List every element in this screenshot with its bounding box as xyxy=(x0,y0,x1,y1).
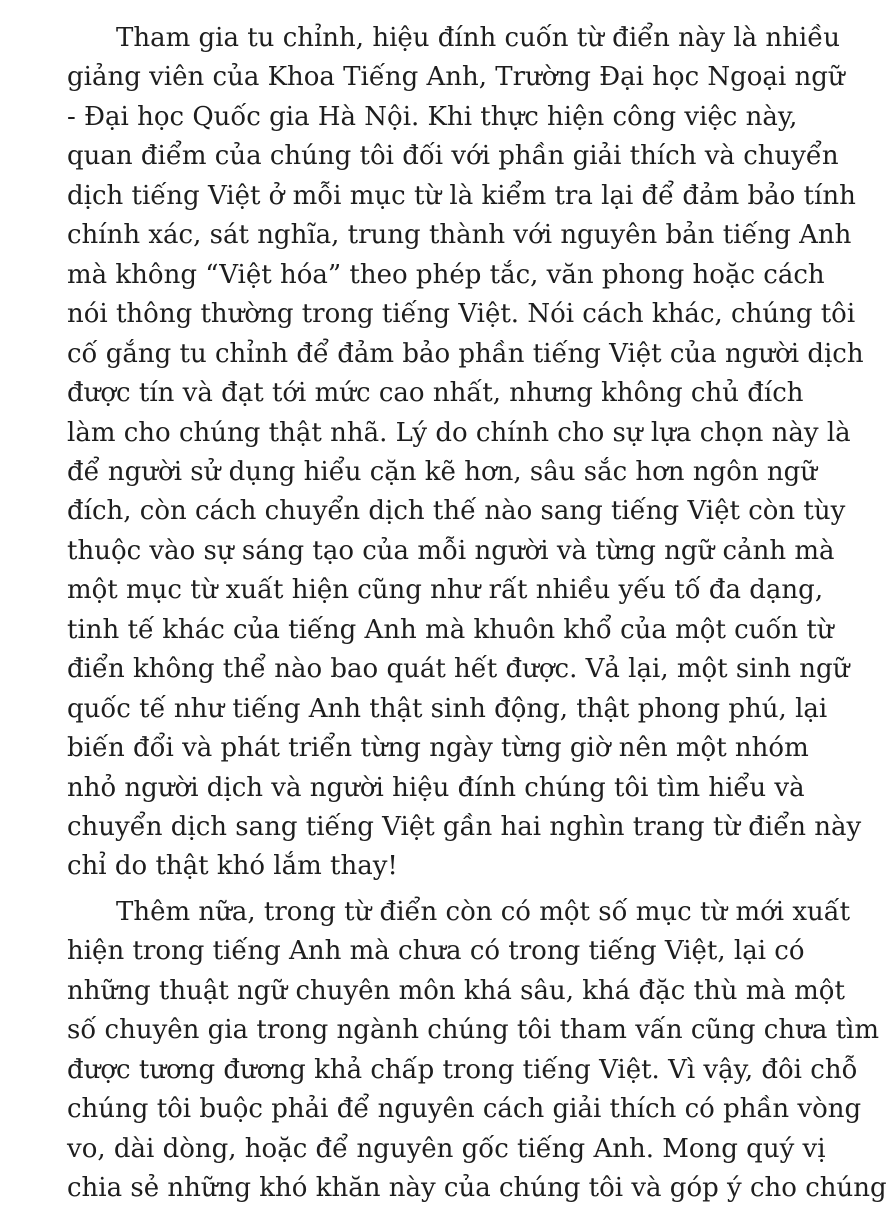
text-line: làm cho chúng thật nhã. Lý do chính cho sự lựa chọn này là xyxy=(67,417,851,448)
text-line: mà không “Việt hóa” theo phép tắc, văn phong hoặc cách xyxy=(67,259,825,290)
text-line: nhỏ người dịch và người hiệu đính chúng tôi tìm hiểu và xyxy=(67,772,805,803)
text-line: được tín và đạt tới mức cao nhất, nhưng không chủ đích xyxy=(67,378,804,409)
text-line: vo, dài dòng, hoặc để nguyên gốc tiếng Anh. Mong quý vị xyxy=(67,1133,826,1164)
text-line: để người sử dụng hiểu cặn kẽ hơn, sâu sắc hơn ngôn ngữ xyxy=(67,456,818,487)
text-line: - Đại học Quốc gia Hà Nội. Khi thực hiện công việc này, xyxy=(67,101,798,132)
text-line: chuyển dịch sang tiếng Việt gần hai nghìn trang từ điển này xyxy=(67,812,862,842)
text-line: một mục từ xuất hiện cũng như rất nhiều yếu tố đa dạng, xyxy=(67,575,824,606)
text-line: thuộc vào sự sáng tạo của mỗi người và từng ngữ cảnh mà xyxy=(67,535,835,566)
text-line: Thêm nữa, trong từ điển còn có một số mục từ mới xuất xyxy=(116,897,851,927)
text-line: số chuyên gia trong ngành chúng tôi tham vấn cũng chưa tìm xyxy=(67,1015,880,1046)
text-line: cố gắng tu chỉnh để đảm bảo phần tiếng Việt của người dịch xyxy=(67,338,864,369)
text-line: hiện trong tiếng Anh mà chưa có trong tiếng Việt, lại có xyxy=(67,936,805,967)
text-line: quốc tế như tiếng Anh thật sinh động, thật phong phú, lại xyxy=(67,693,828,724)
text-line: những thuật ngữ chuyên môn khá sâu, khá đặc thù mà một xyxy=(67,975,845,1006)
text-line: được tương đương khả chấp trong tiếng Việt. Vì vậy, đôi chỗ xyxy=(67,1054,858,1085)
text-line: điển không thể nào bao quát hết được. Vả lại, một sinh ngữ xyxy=(67,654,850,685)
text-line: giảng viên của Khoa Tiếng Anh, Trường Đại học Ngoại ngữ xyxy=(67,62,845,93)
text-line: chính xác, sát nghĩa, trung thành với nguyên bản tiếng Anh xyxy=(67,220,852,251)
text-line: biến đổi và phát triển từng ngày từng giờ nên một nhóm xyxy=(67,733,809,764)
text-line: dịch tiếng Việt ở mỗi mục từ là kiểm tra lại để đảm bảo tính xyxy=(67,180,856,211)
text-line: chúng tôi buộc phải để nguyên cách giải thích có phần vòng xyxy=(67,1094,862,1125)
text-line: tinh tế khác của tiếng Anh mà khuôn khổ của một cuốn từ xyxy=(67,614,834,645)
text-line: quan điểm của chúng tôi đối với phần giải thích và chuyển xyxy=(67,141,839,172)
text-line: chia sẻ những khó khăn này của chúng tôi và góp ý cho chúng xyxy=(67,1173,887,1204)
text-line: Tham gia tu chỉnh, hiệu đính cuốn từ điển này là nhiều xyxy=(116,23,840,53)
text-line: nói thông thường trong tiếng Việt. Nói cách khác, chúng tôi xyxy=(67,299,856,330)
text-line: chỉ do thật khó lắm thay! xyxy=(67,851,398,882)
text-line: đích, còn cách chuyển dịch thế nào sang tiếng Việt còn tùy xyxy=(67,496,846,527)
